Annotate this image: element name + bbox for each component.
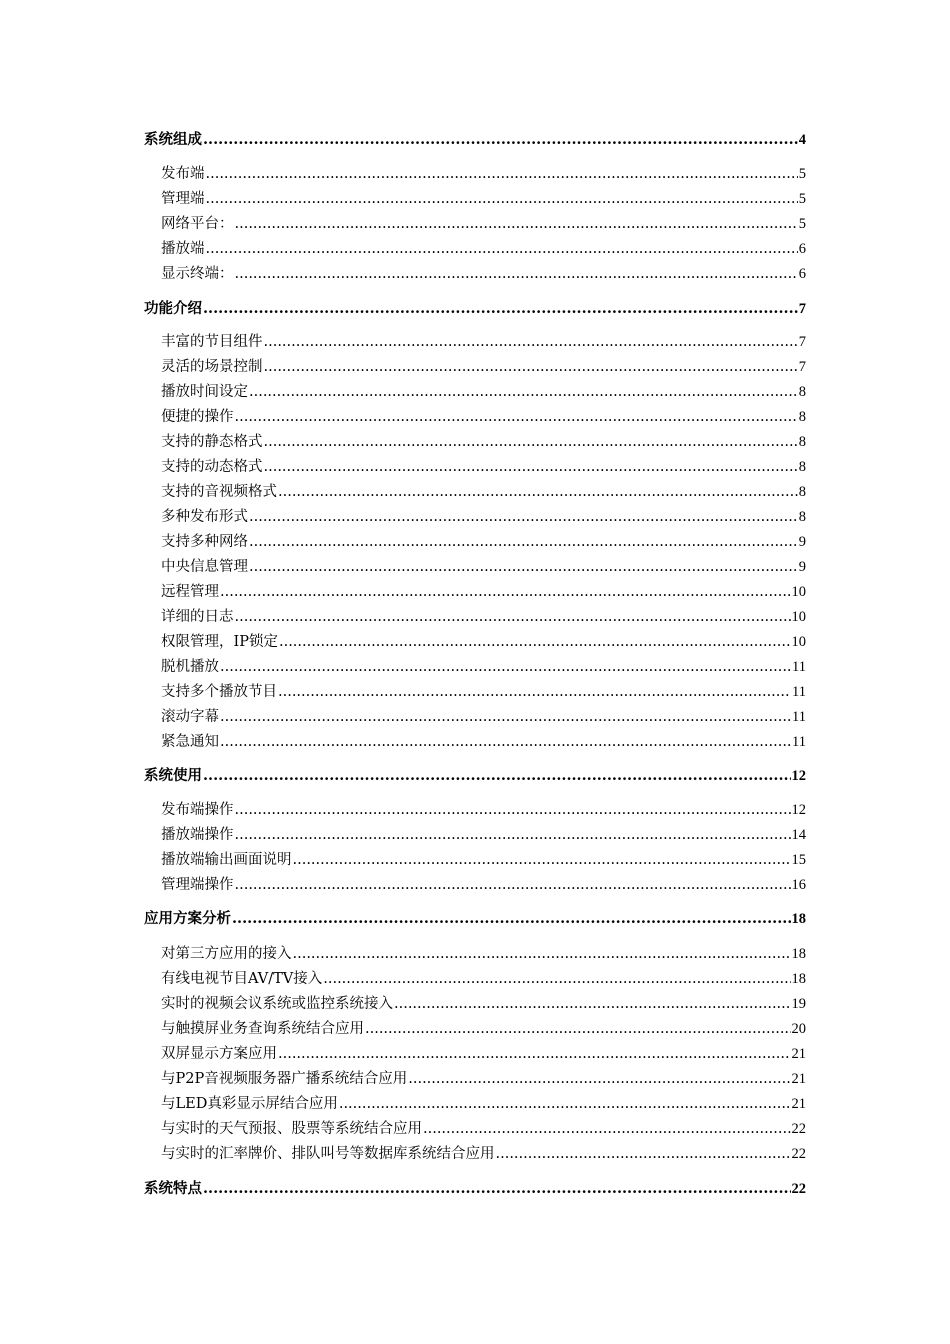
toc-leader-dots xyxy=(206,166,798,182)
toc-page-number: 14 xyxy=(791,827,806,843)
toc-entry-label: 滚动字幕 xyxy=(161,709,219,725)
toc-leader-dots xyxy=(279,634,791,650)
toc-entry-label: 支持的动态格式 xyxy=(161,459,263,475)
toc-entry-label: 系统使用 xyxy=(144,767,202,784)
toc-leader-dots xyxy=(323,971,790,987)
toc-page-number: 7 xyxy=(798,359,806,375)
toc-leader-dots xyxy=(249,384,798,400)
toc-entry-label: 远程管理 xyxy=(161,584,219,600)
toc-entry[interactable] xyxy=(161,330,806,351)
toc-leader-dots xyxy=(206,191,798,207)
toc-leader-dots xyxy=(264,434,798,450)
toc-entry[interactable] xyxy=(161,430,806,451)
toc-entry-label: 便捷的操作 xyxy=(161,409,234,425)
toc-leader-dots xyxy=(293,946,791,962)
toc-leader-dots xyxy=(235,409,798,425)
toc-entry[interactable] xyxy=(161,992,806,1013)
toc-leader-dots xyxy=(394,996,791,1012)
toc-entry[interactable] xyxy=(161,798,806,819)
toc-entry-label: 详细的日志 xyxy=(161,609,234,625)
toc-leader-dots xyxy=(339,1096,791,1112)
toc-page-number: 15 xyxy=(791,852,806,868)
toc-leader-dots xyxy=(206,241,798,257)
toc-entry-label: 实时的视频会议系统或监控系统接入 xyxy=(161,996,393,1012)
toc-leader-dots xyxy=(264,459,798,475)
toc-page-number: 6 xyxy=(798,266,806,282)
toc-entry[interactable] xyxy=(161,873,806,894)
toc-page-number: 12 xyxy=(791,768,806,784)
toc-entry[interactable] xyxy=(161,823,806,844)
toc-entry-label: 发布端 xyxy=(161,166,205,182)
toc-entry-label: 与实时的汇率牌价、排队叫号等数据库系统结合应用 xyxy=(161,1146,495,1162)
toc-leader-dots xyxy=(249,509,798,525)
toc-entry[interactable] xyxy=(161,455,806,476)
toc-page-number: 11 xyxy=(792,734,806,750)
toc-entry[interactable] xyxy=(161,580,806,601)
toc-entry-label: 与P2P音视频服务器广播系统结合应用 xyxy=(161,1071,408,1087)
toc-page-number: 8 xyxy=(798,409,806,425)
toc-page-number: 16 xyxy=(791,877,806,893)
toc-leader-dots xyxy=(408,1071,790,1087)
toc-entry[interactable] xyxy=(161,480,806,501)
toc-entry[interactable] xyxy=(144,1177,806,1198)
toc-leader-dots xyxy=(278,1046,791,1062)
toc-entry[interactable] xyxy=(144,764,806,785)
toc-entry[interactable] xyxy=(161,1067,806,1088)
toc-entry-label: 播放端操作 xyxy=(161,827,234,843)
toc-entry[interactable] xyxy=(161,655,806,676)
toc-entry[interactable] xyxy=(161,505,806,526)
toc-entry-label: 播放端 xyxy=(161,241,205,257)
toc-entry[interactable] xyxy=(161,848,806,869)
toc-entry-label: 支持多种网络 xyxy=(161,534,248,550)
toc-leader-dots xyxy=(278,484,798,500)
toc-page-number: 5 xyxy=(798,191,806,207)
toc-page-number: 7 xyxy=(798,334,806,350)
toc-page-number: 12 xyxy=(791,802,806,818)
toc-entry-label: 丰富的节目组件 xyxy=(161,334,263,350)
toc-entry[interactable] xyxy=(161,380,806,401)
toc-leader-dots xyxy=(365,1021,791,1037)
toc-leader-dots xyxy=(232,910,791,927)
toc-entry[interactable] xyxy=(161,730,806,751)
toc-leader-dots xyxy=(423,1121,791,1137)
toc-entry[interactable] xyxy=(161,555,806,576)
toc-leader-dots xyxy=(203,131,798,148)
toc-page-number: 22 xyxy=(791,1181,806,1197)
toc-page-number: 18 xyxy=(791,911,806,927)
toc-leader-dots xyxy=(235,827,791,843)
toc-page-number: 19 xyxy=(791,996,806,1012)
toc-entry-label: 播放时间设定 xyxy=(161,384,248,400)
toc-page-number: 5 xyxy=(798,216,806,232)
toc-page-number: 9 xyxy=(798,559,806,575)
toc-entry[interactable] xyxy=(161,355,806,376)
toc-page-number: 21 xyxy=(791,1071,806,1087)
toc-entry[interactable] xyxy=(161,262,806,283)
toc-entry-label: 系统组成 xyxy=(144,131,202,148)
toc-leader-dots xyxy=(293,852,791,868)
toc-leader-dots xyxy=(264,334,798,350)
toc-entry[interactable] xyxy=(144,297,806,318)
toc-entry-label: 有线电视节目AV/TV接入 xyxy=(161,971,323,987)
toc-entry-label: 发布端操作 xyxy=(161,802,234,818)
toc-entry-label: 与触摸屏业务查询系统结合应用 xyxy=(161,1021,364,1037)
toc-leader-dots xyxy=(203,1180,791,1197)
toc-leader-dots xyxy=(235,609,791,625)
toc-entry-label: 与LED真彩显示屏结合应用 xyxy=(161,1096,338,1112)
toc-page-number: 18 xyxy=(791,971,806,987)
toc-page-number: 10 xyxy=(791,609,806,625)
toc-leader-dots xyxy=(496,1146,791,1162)
toc-entry-label: 中央信息管理 xyxy=(161,559,248,575)
toc-entry[interactable] xyxy=(144,907,806,928)
toc-page-number: 8 xyxy=(798,459,806,475)
toc-entry-label: 紧急通知 xyxy=(161,734,219,750)
toc-entry[interactable] xyxy=(161,630,806,651)
toc-page-number: 22 xyxy=(791,1121,806,1137)
toc-entry-label: 播放端输出画面说明 xyxy=(161,852,292,868)
toc-entry[interactable] xyxy=(161,237,806,258)
toc-entry-label: 网络平台： xyxy=(161,216,234,232)
toc-entry-label: 权限管理，IP锁定 xyxy=(161,634,278,650)
toc-page-number: 21 xyxy=(791,1046,806,1062)
toc-leader-dots xyxy=(220,709,791,725)
toc-entry[interactable] xyxy=(161,1117,806,1138)
toc-entry-label: 应用方案分析 xyxy=(144,910,231,927)
toc-entry-label: 多种发布形式 xyxy=(161,509,248,525)
toc-page-number: 11 xyxy=(792,659,806,675)
toc-entry[interactable] xyxy=(161,1142,806,1163)
toc-entry-label: 系统特点 xyxy=(144,1180,202,1197)
toc-leader-dots xyxy=(235,216,798,232)
toc-leader-dots xyxy=(203,300,798,317)
toc-entry-label: 双屏显示方案应用 xyxy=(161,1046,277,1062)
toc-page-number: 9 xyxy=(798,534,806,550)
toc-leader-dots xyxy=(278,684,791,700)
toc-entry-label: 管理端 xyxy=(161,191,205,207)
toc-page-number: 8 xyxy=(798,384,806,400)
toc-entry[interactable] xyxy=(161,605,806,626)
toc-entry-label: 显示终端： xyxy=(161,266,234,282)
toc-page-number: 7 xyxy=(798,301,806,317)
toc-entry[interactable] xyxy=(161,967,806,988)
toc-leader-dots xyxy=(264,359,798,375)
toc-leader-dots xyxy=(220,734,791,750)
toc-entry[interactable] xyxy=(161,162,806,183)
toc-entry[interactable] xyxy=(161,530,806,551)
toc-entry[interactable] xyxy=(161,705,806,726)
toc-leader-dots xyxy=(220,659,791,675)
toc-entry-label: 支持多个播放节目 xyxy=(161,684,277,700)
toc-entry[interactable] xyxy=(144,128,806,149)
toc-leader-dots xyxy=(235,877,791,893)
toc-entry[interactable] xyxy=(161,187,806,208)
toc-leader-dots xyxy=(203,767,791,784)
toc-entry-label: 功能介绍 xyxy=(144,300,202,317)
toc-entry[interactable] xyxy=(161,942,806,963)
toc-page-number: 8 xyxy=(798,484,806,500)
toc-page-number: 4 xyxy=(798,132,806,148)
toc-leader-dots xyxy=(249,559,798,575)
toc-entry[interactable] xyxy=(161,212,806,233)
toc-entry[interactable] xyxy=(161,1092,806,1113)
toc-entry-label: 支持的音视频格式 xyxy=(161,484,277,500)
toc-leader-dots xyxy=(249,534,798,550)
toc-page-number: 11 xyxy=(792,709,806,725)
toc-page-number: 8 xyxy=(798,509,806,525)
toc-page-number: 10 xyxy=(791,584,806,600)
toc-page-number: 18 xyxy=(791,946,806,962)
toc-entry-label: 灵活的场景控制 xyxy=(161,359,263,375)
toc-leader-dots xyxy=(235,266,798,282)
toc-leader-dots xyxy=(235,802,791,818)
toc-entry[interactable] xyxy=(161,680,806,701)
toc-page-number: 8 xyxy=(798,434,806,450)
toc-leader-dots xyxy=(220,584,791,600)
toc-entry[interactable] xyxy=(161,1017,806,1038)
toc-page-number: 21 xyxy=(791,1096,806,1112)
toc-entry-label: 支持的静态格式 xyxy=(161,434,263,450)
toc-entry[interactable] xyxy=(161,405,806,426)
toc-page-number: 20 xyxy=(791,1021,806,1037)
toc-entry-label: 对第三方应用的接入 xyxy=(161,946,292,962)
toc-entry-label: 与实时的天气预报、股票等系统结合应用 xyxy=(161,1121,422,1137)
toc-entry-label: 管理端操作 xyxy=(161,877,234,893)
toc-entry-label: 脱机播放 xyxy=(161,659,219,675)
toc-entry[interactable] xyxy=(161,1042,806,1063)
toc-page-number: 11 xyxy=(792,684,806,700)
toc-page-number: 10 xyxy=(791,634,806,650)
toc-page-number: 22 xyxy=(791,1146,806,1162)
toc-page-number: 6 xyxy=(798,241,806,257)
toc-page-number: 5 xyxy=(798,166,806,182)
